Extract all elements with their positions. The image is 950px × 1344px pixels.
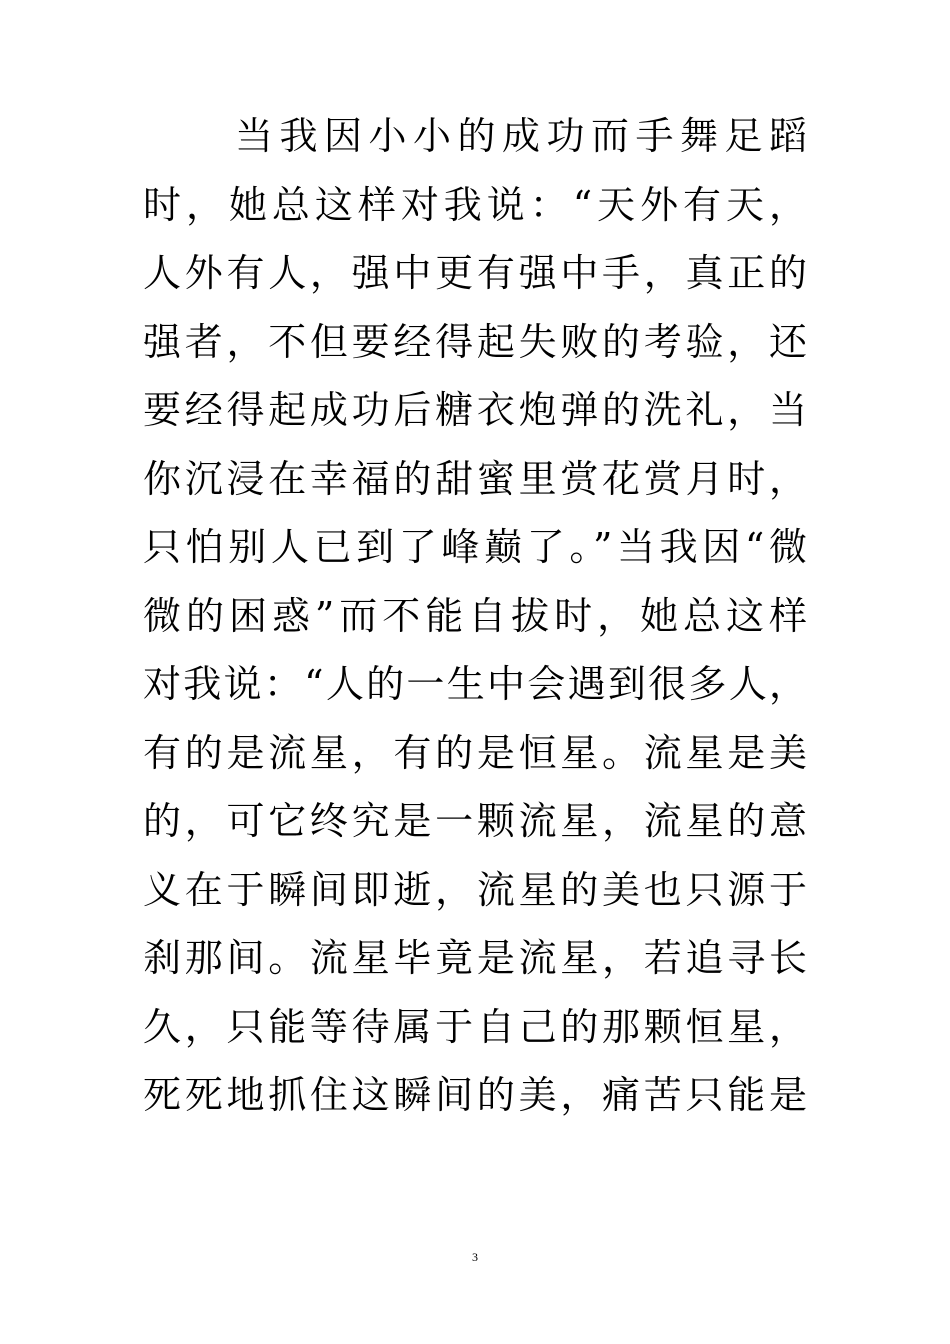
text-line: 久，只能等待属于自己的那颗恒星， xyxy=(143,1004,809,1049)
text-line: 只怕别人已到了峰巅了。”当我因“微 xyxy=(143,525,809,569)
text-line: 有的是流星，有的是恒星。流星是美 xyxy=(143,730,809,775)
text-line: 义在于瞬间即逝，流星的美也只源于 xyxy=(143,867,809,912)
text-line: 微的困惑”而不能自拔时，她总这样 xyxy=(143,593,809,638)
text-line: 强者，不但要经得起失败的考验，还 xyxy=(143,319,809,364)
page-number: 3 xyxy=(472,1250,478,1264)
text-line: 时，她总这样对我说：“天外有天， xyxy=(143,182,809,227)
text-line: 对我说：“人的一生中会遇到很多人， xyxy=(143,662,809,706)
text-line: 刹那间。流星毕竟是流星，若追寻长 xyxy=(143,936,809,980)
text-line: 人外有人，强中更有强中手，真正的 xyxy=(143,251,809,295)
text-line: 当我因小小的成功而手舞足蹈 xyxy=(235,114,809,158)
text-line: 死死地抓住这瞬间的美，痛苦只能是 xyxy=(143,1073,809,1117)
text-line: 你沉浸在幸福的甜蜜里赏花赏月时， xyxy=(143,456,809,501)
text-line: 的，可它终究是一颗流星，流星的意 xyxy=(143,799,809,843)
text-line: 要经得起成功后糖衣炮弹的洗礼，当 xyxy=(143,388,809,432)
body-paragraph xyxy=(143,102,809,1130)
